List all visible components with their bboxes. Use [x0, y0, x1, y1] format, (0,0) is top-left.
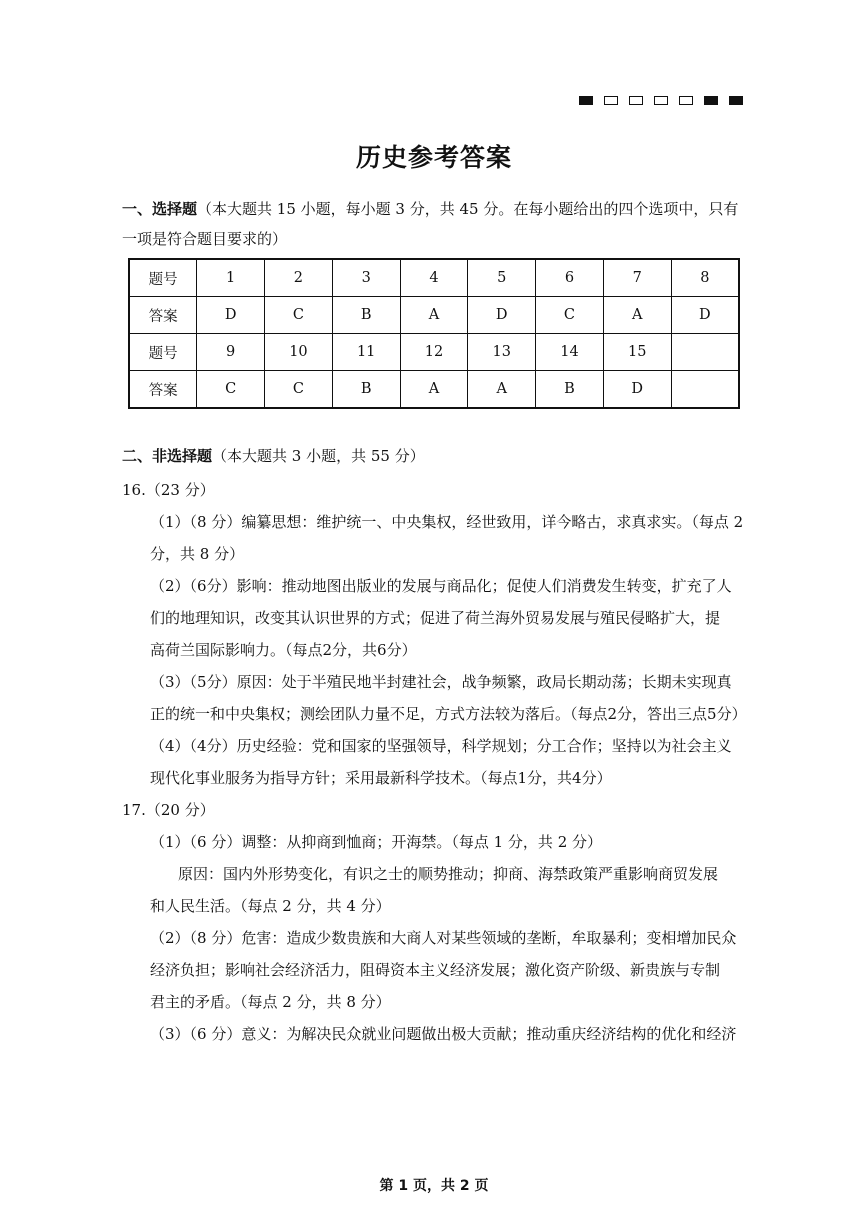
- answer-table: [128, 258, 740, 409]
- mark-empty: [679, 96, 693, 105]
- mark-filled: [729, 96, 743, 105]
- table-cell: 11: [332, 334, 400, 371]
- mark-empty: [654, 96, 668, 105]
- table-cell: 10: [265, 334, 333, 371]
- answer-line: 和人民生活。（每点 2 分，共 4 分）: [150, 897, 391, 915]
- table-cell: C: [536, 297, 604, 334]
- table-cell: 3: [332, 259, 400, 297]
- table-cell: C: [265, 371, 333, 409]
- page-footer: 第 1 页，共 2 页: [379, 1178, 489, 1194]
- table-row-header: 答案: [129, 371, 197, 409]
- table-cell: 2: [265, 259, 333, 297]
- answer-line: （3）（6 分）意义：为解决民众就业问题做出极大贡献；推动重庆经济结构的优化和经济: [150, 1025, 737, 1043]
- answer-line: （1）（8 分）编纂思想：维护统一、中央集权，经世致用，详今略古，求真求实。（每点 2: [150, 513, 744, 531]
- table-cell: C: [197, 371, 265, 409]
- answer-line: （2）（8 分）危害：造成少数贵族和大商人对某些领域的垄断，牟取暴利；变相增加民众: [150, 929, 737, 947]
- table-cell: 8: [671, 259, 739, 297]
- section2-heading: 二、非选择题: [122, 447, 213, 465]
- table-cell: D: [468, 297, 536, 334]
- table-cell: 13: [468, 334, 536, 371]
- answer-line: 高荷兰国际影响力。（每点2分，共6分）: [150, 641, 417, 659]
- table-cell: 5: [468, 259, 536, 297]
- table-cell: 12: [400, 334, 468, 371]
- table-cell: 1: [197, 259, 265, 297]
- table-cell: B: [332, 371, 400, 409]
- table-cell: [671, 371, 739, 409]
- answer-line: 分，共 8 分）: [150, 545, 245, 563]
- table-row-header: 题号: [129, 334, 197, 371]
- page-title: 历史参考答案: [355, 143, 512, 172]
- table-cell: 4: [400, 259, 468, 297]
- answer-line: 君主的矛盾。（每点 2 分，共 8 分）: [150, 993, 391, 1011]
- answer-line: （2）（6分）影响：推动地图出版业的发展与商品化；促使人们消费发生转变，扩充了人: [150, 577, 732, 595]
- table-cell: [671, 334, 739, 371]
- mark-empty: [604, 96, 618, 105]
- answer-body-text: [122, 474, 747, 1050]
- table-cell: A: [603, 297, 671, 334]
- answer-line: （3）（5分）原因：处于半殖民地半封建社会，战争频繁，政局长期动荡；长期未实现真: [150, 673, 732, 691]
- table-cell: 9: [197, 334, 265, 371]
- table-cell: C: [265, 297, 333, 334]
- answer-line: （4）（4分）历史经验：党和国家的坚强领导，科学规划；分工合作；坚持以为社会主义: [150, 737, 732, 755]
- mark-filled: [704, 96, 718, 105]
- section2-intro: [122, 441, 744, 471]
- table-cell: 6: [536, 259, 604, 297]
- table-row-header: 题号: [129, 259, 197, 297]
- table-cell: 15: [603, 334, 671, 371]
- table-cell: A: [400, 371, 468, 409]
- section1-desc-line1: （本大题共 15 小题，每小题 3 分，共 45 分。在每小题给出的四个选项中，只有: [197, 200, 739, 218]
- table-cell: 14: [536, 334, 604, 371]
- table-cell: D: [603, 371, 671, 409]
- table-cell: A: [400, 297, 468, 334]
- answer-line: （1）（6 分）调整：从抑商到恤商；开海禁。（每点 1 分，共 2 分）: [150, 833, 603, 851]
- table-cell: B: [536, 371, 604, 409]
- table-cell: D: [197, 297, 265, 334]
- answer-line: 们的地理知识，改变其认识世界的方式；促进了荷兰海外贸易发展与殖民侵略扩大，提: [150, 609, 721, 627]
- mark-empty: [629, 96, 643, 105]
- header-marks: [579, 96, 743, 105]
- answer-line: 经济负担；影响社会经济活力，阻碍资本主义经济发展；激化资产阶级、新贵族与专制: [150, 961, 721, 979]
- answer-line: 现代化事业服务为指导方针；采用最新科学技术。（每点1分，共4分）: [150, 769, 612, 787]
- section1-heading: 一、选择题: [122, 200, 198, 218]
- question-heading: 17.（20 分）: [122, 801, 215, 819]
- mark-filled: [579, 96, 593, 105]
- section2-desc: （本大题共 3 小题，共 55 分）: [212, 447, 425, 465]
- table-cell: D: [671, 297, 739, 334]
- answer-line: 正的统一和中央集权；测绘团队力量不足，方式方法较为落后。（每点2分，答出三点5分）: [150, 705, 747, 723]
- section1-desc-line2: 一项是符合题目要求的）: [122, 230, 288, 248]
- table-cell: 7: [603, 259, 671, 297]
- table-row: [129, 334, 739, 371]
- table-row-header: 答案: [129, 297, 197, 334]
- table-cell: A: [468, 371, 536, 409]
- question-heading: 16.（23 分）: [122, 481, 215, 499]
- table-row: [129, 297, 739, 334]
- table-row: [129, 259, 739, 297]
- answer-line: 原因：国内外形势变化，有识之士的顺势推动；抑商、海禁政策严重影响商贸发展: [178, 865, 719, 883]
- table-row: [129, 371, 739, 409]
- section1-intro: [122, 194, 744, 254]
- table-cell: B: [332, 297, 400, 334]
